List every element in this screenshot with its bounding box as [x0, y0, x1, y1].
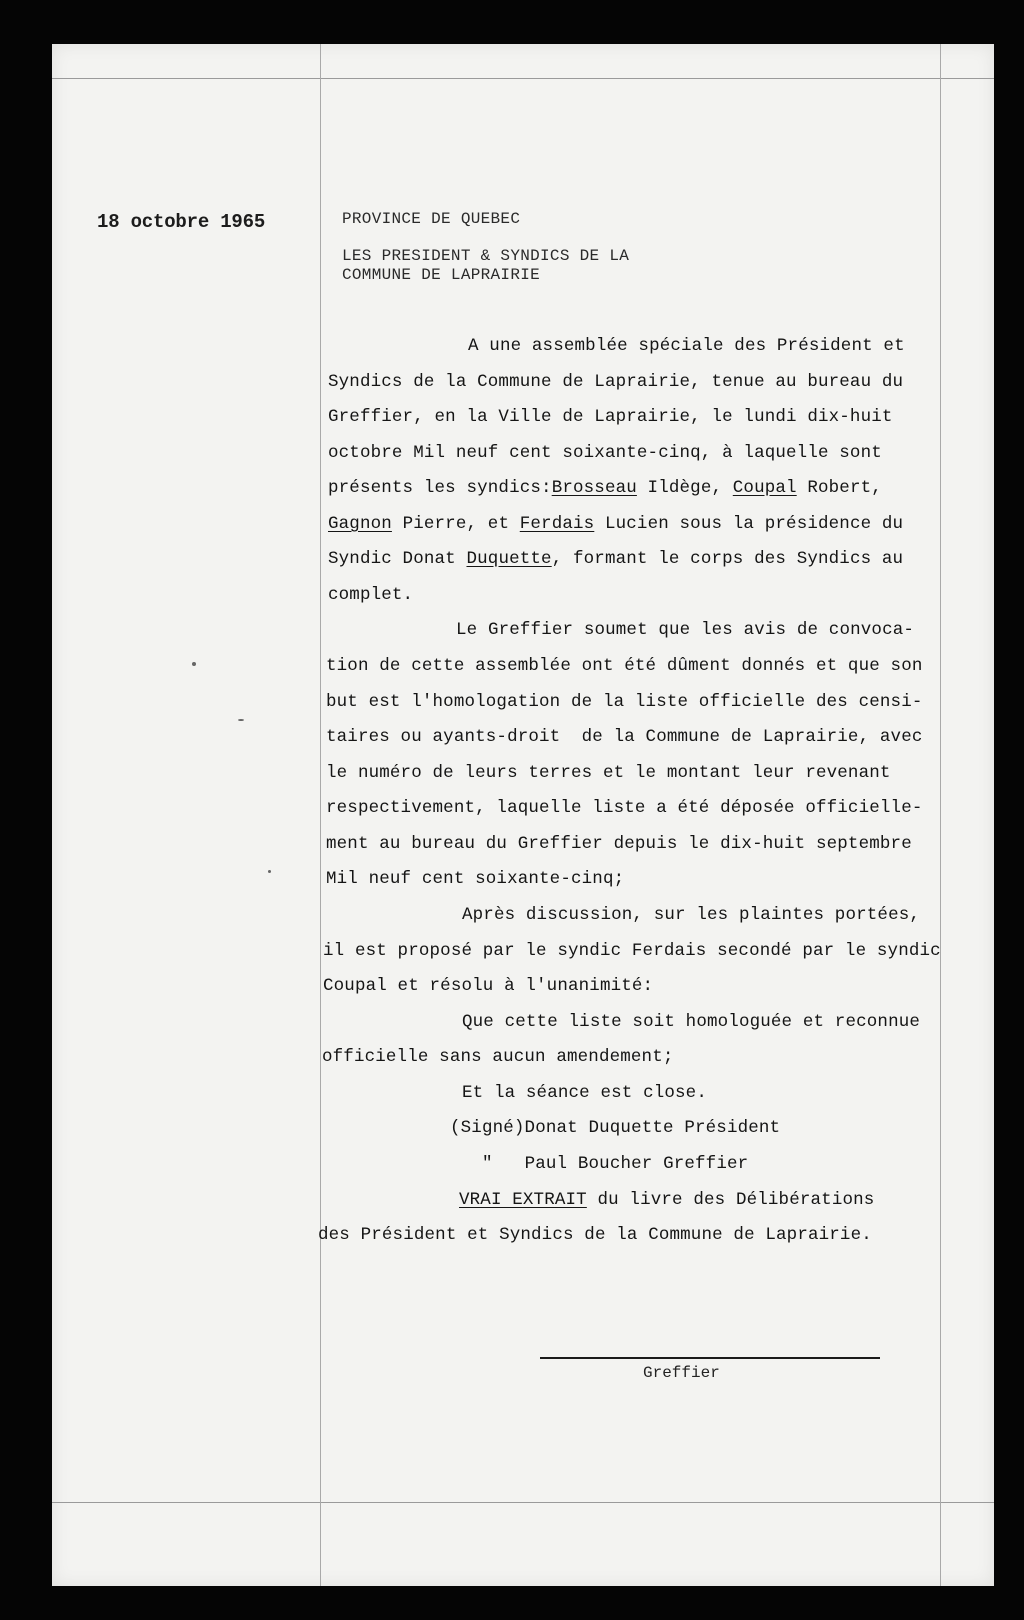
syndic-name: Coupal	[732, 478, 797, 498]
province-heading: PROVINCE DE QUEBEC	[342, 210, 521, 228]
right-rule	[940, 44, 941, 1586]
para1-line2: Syndics de la Commune de Laprairie, tenue au bureau du	[328, 372, 904, 392]
document-page	[52, 44, 994, 1586]
extract-line1	[459, 1190, 874, 1210]
para2-line4: taires ou ayants-droit de la Commune de Laprairie, avec	[326, 727, 923, 747]
para3-line2: il est proposé par le syndic Ferdais secondé par le syndic	[323, 941, 941, 961]
para2-line5: le numéro de leurs terres et le montant leur revenant	[326, 763, 891, 783]
para2-line8: Mil neuf cent soixante-cinq;	[326, 869, 625, 889]
top-rule	[52, 78, 994, 79]
paper-speck	[192, 662, 196, 666]
paper-speck	[268, 870, 271, 873]
para1-line1: A une assemblée spéciale des Président et	[468, 336, 905, 356]
signature-label: Greffier	[643, 1364, 720, 1382]
signed-president: (Signé)Donat Duquette Président	[450, 1118, 781, 1138]
text-run: Ildège,	[636, 478, 733, 498]
para1-line7	[328, 549, 903, 569]
resolution-line2: officielle sans aucun amendement;	[322, 1047, 674, 1067]
para2-line2: tion de cette assemblée ont été dûment donnés et que son	[326, 656, 923, 676]
text-run: Syndic Donat	[328, 549, 467, 569]
para1-line3: Greffier, en la Ville de Laprairie, le lundi dix-huit	[328, 407, 893, 427]
para1-line4: octobre Mil neuf cent soixante-cinq, à laquelle sont	[328, 443, 882, 463]
syndic-name: Brosseau	[551, 478, 637, 498]
paper-speck	[238, 719, 244, 721]
para2-line7: ment au bureau du Greffier depuis le dix-huit septembre	[326, 834, 912, 854]
para1-line8: complet.	[328, 585, 414, 605]
bottom-rule	[52, 1502, 994, 1503]
president-name: Duquette	[466, 549, 552, 569]
para2-line3: but est l'homologation de la liste officielle des censi-	[326, 692, 923, 712]
text-run: Lucien sous la présidence du	[594, 514, 904, 534]
extract-line2: des Président et Syndics de la Commune de Laprairie.	[318, 1225, 872, 1245]
text-run: , formant le corps des Syndics au	[551, 549, 904, 569]
text-run: présents les syndics:	[328, 478, 552, 498]
org-heading-line1: LES PRESIDENT & SYNDICS DE LA	[342, 247, 630, 265]
para2-line1: Le Greffier soumet que les avis de convoca-	[456, 620, 915, 640]
text-run: du livre des Délibérations	[586, 1190, 875, 1210]
para1-line5	[328, 478, 882, 498]
syndic-name: Gagnon	[328, 514, 392, 534]
text-run: Robert,	[796, 478, 882, 498]
closing-line: Et la séance est close.	[462, 1083, 707, 1103]
syndic-name: Ferdais	[519, 514, 595, 534]
text-run: Pierre, et	[391, 514, 520, 534]
para3-line1: Après discussion, sur les plaintes portées,	[462, 905, 921, 925]
org-heading-line2: COMMUNE DE LAPRAIRIE	[342, 266, 541, 284]
para3-line3: Coupal et résolu à l'unanimité:	[323, 976, 654, 996]
para2-line6: respectivement, laquelle liste a été déposée officielle-	[326, 798, 923, 818]
resolution-line1: Que cette liste soit homologuée et reconnue	[462, 1012, 921, 1032]
margin-date: 18 octobre 1965	[97, 211, 266, 233]
extract-title: VRAI EXTRAIT	[459, 1190, 587, 1210]
margin-rule	[320, 44, 321, 1586]
signature-line	[540, 1357, 880, 1359]
signed-clerk: " Paul Boucher Greffier	[482, 1154, 749, 1174]
para1-line6	[328, 514, 903, 534]
